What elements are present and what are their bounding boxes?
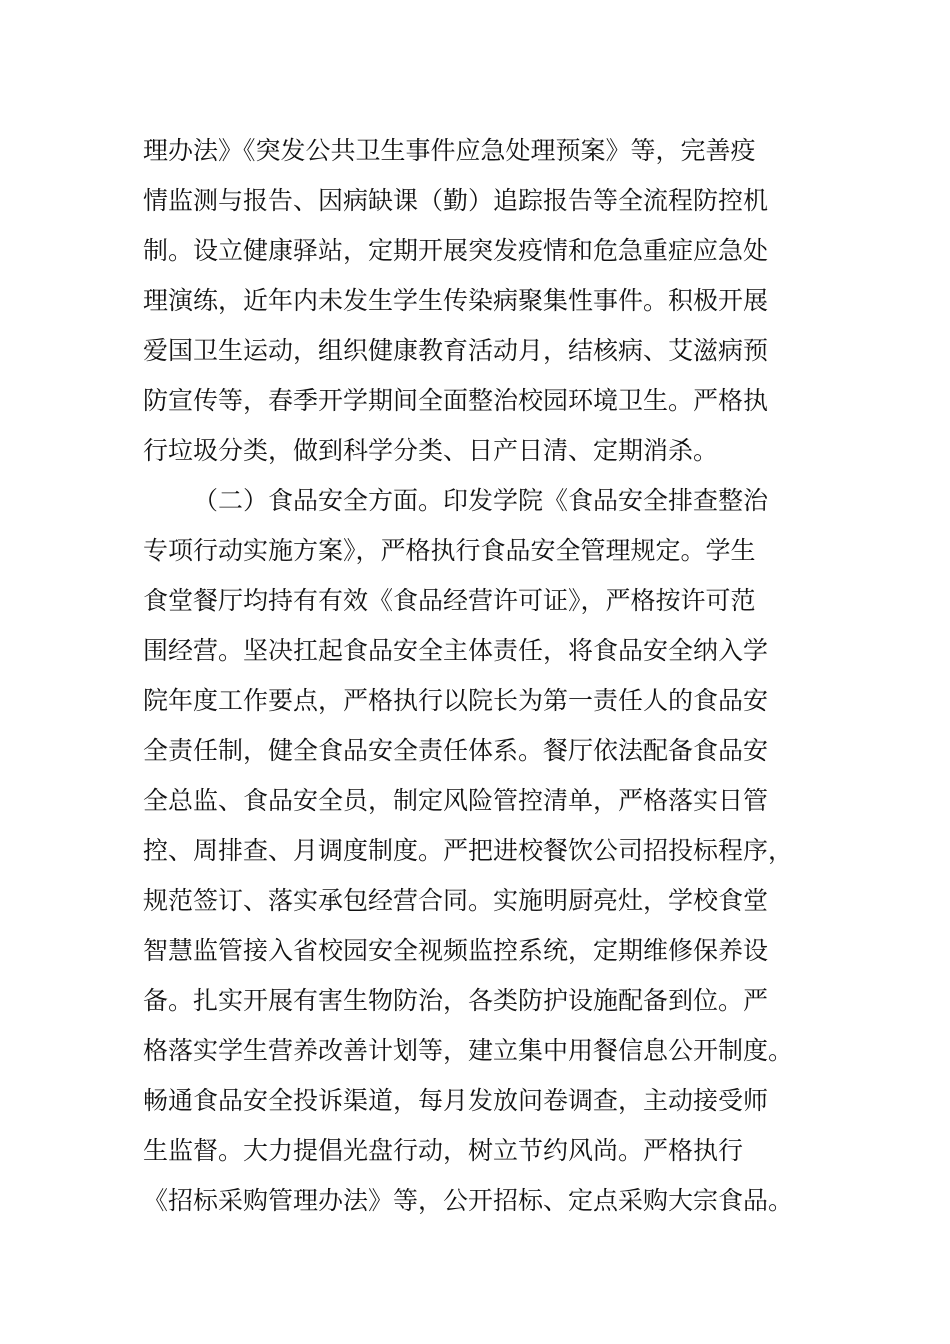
- text-line: 情监测与报告、因病缺课（勤）追踪报告等全流程防控机: [143, 186, 769, 215]
- text-line: 食堂餐厅均持有有效《食品经营许可证》，严格按许可范: [143, 586, 756, 615]
- text-line: 围经营。坚决扛起食品安全主体责任，将食品安全纳入学: [143, 636, 769, 665]
- body-text: [143, 126, 813, 1226]
- text-line: 全责任制，健全食品安全责任体系。餐厅依法配备食品安: [143, 736, 769, 765]
- text-line: 控、周排查、月调度制度。严把进校餐饮公司招投标程序，: [143, 836, 794, 865]
- section-heading-line: （二）食品安全方面。印发学院《食品安全排查整治: [193, 486, 769, 515]
- text-line: 《招标采购管理办法》等，公开招标、定点采购大宗食品。: [143, 1186, 794, 1215]
- text-line: 行垃圾分类，做到科学分类、日产日清、定期消杀。: [143, 436, 719, 465]
- text-line: 爱国卫生运动，组织健康教育活动月，结核病、艾滋病预: [143, 336, 769, 365]
- text-line: 规范签订、落实承包经营合同。实施明厨亮灶，学校食堂: [143, 886, 769, 915]
- text-line: 格落实学生营养改善计划等，建立集中用餐信息公开制度。: [143, 1036, 794, 1065]
- text-line: 备。扎实开展有害生物防治，各类防护设施配备到位。严: [143, 986, 769, 1015]
- text-line: 院年度工作要点，严格执行以院长为第一责任人的食品安: [143, 686, 769, 715]
- text-line: 制。设立健康驿站，定期开展突发疫情和危急重症应急处: [143, 236, 769, 265]
- text-line: 智慧监管接入省校园安全视频监控系统，定期维修保养设: [143, 936, 769, 965]
- text-line: 理演练，近年内未发生学生传染病聚集性事件。积极开展: [143, 286, 769, 315]
- text-line: 专项行动实施方案》，严格执行食品安全管理规定。学生: [143, 536, 756, 565]
- text-line: 防宣传等，春季开学期间全面整治校园环境卫生。严格执: [143, 386, 769, 415]
- text-line: 理办法》《突发公共卫生事件应急处理预案》等，完善疫: [143, 136, 756, 165]
- text-line: 全总监、食品安全员，制定风险管控清单，严格落实日管: [143, 786, 769, 815]
- text-line: 畅通食品安全投诉渠道，每月发放问卷调查，主动接受师: [143, 1086, 769, 1115]
- text-line: 生监督。大力提倡光盘行动，树立节约风尚。严格执行: [143, 1136, 744, 1165]
